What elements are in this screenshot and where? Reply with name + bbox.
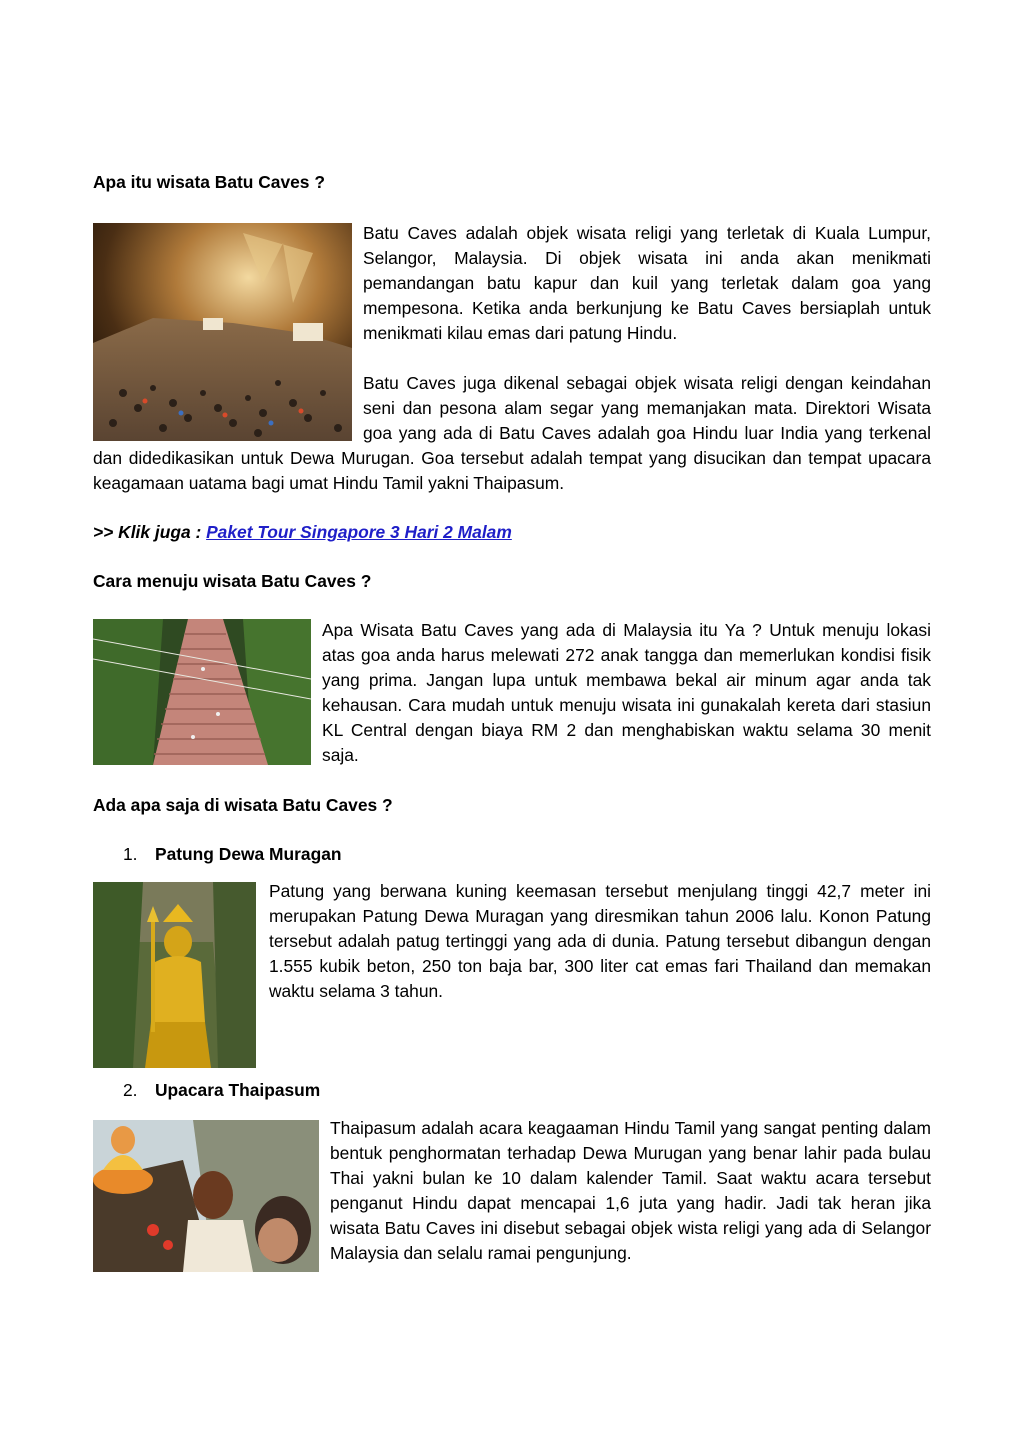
list-item-heading — [93, 842, 931, 867]
section-heading: Ada apa saja di wisata Batu Caves ? — [93, 795, 393, 815]
batu-caves-stairs-image — [93, 619, 311, 765]
document-page — [93, 170, 931, 1272]
list-item-text: Patung yang berwana kuning keemasan tersebut menjulang tinggi 42,7 meter ini merupakan Patung Dewa Muragan yang diresmikan tahun 2006 lalu. Konon Patung tersebut adalah patug tertinggi yang ada di dunia. Patung tersebut dibangun dengan 1.555 kubik beton, 250 ton baja bar, 300 liter cat emas fari Thailand dan memakan waktu selama 3 tahun. — [269, 881, 931, 1001]
paket-tour-link[interactable]: Paket Tour Singapore 3 Hari 2 Malam — [206, 522, 512, 542]
related-link-line — [93, 520, 931, 545]
section-paragraph: Apa Wisata Batu Caves yang ada di Malaysia itu Ya ? Untuk menuju lokasi atas goa anda harus melewati 272 anak tangga dan memerlukan kondisi fisik yang prima. Jangan lupa untuk membawa bekal air minum agar anda tak kehausan. Cara mudah untuk menuju wisata ini gunakalah kereta dari stasiun KL Central dengan biaya RM 2 dan menghabiskan waktu selama 30 menit saja. — [322, 620, 931, 765]
section-heading: Apa itu wisata Batu Caves ? — [93, 172, 325, 192]
list-item-title: Upacara Thaipasum — [155, 1080, 321, 1100]
list-number: 1. — [123, 844, 138, 864]
list-item-text: Thaipasum adalah acara keagaaman Hindu Tamil yang sangat penting dalam bentuk penghormatan terhadap Dewa Murugan yang benar lahir pada bulau Thai yakni bulan ke 10 dalam kalender Tamil. Saat waktu acara tersebut penganut Hindu dapat mencapai 1,6 juta yang hadir. Jadi tak heran jika wisata Batu Caves ini disebut sebagai objek wista religi yang ada di Selangor Malaysia dan selalu ramai pengunjung. — [330, 1118, 931, 1263]
murugan-statue-image — [93, 882, 256, 1068]
thaipusam-ceremony-image — [93, 1120, 319, 1272]
section-paragraph: Batu Caves adalah objek wisata religi yang terletak di Kuala Lumpur, Selangor, Malaysia. Di objek wisata ini anda akan menikmati pemandangan batu kapur dan kuil yang terletak dalam goa yang mempesona. Ketika anda berkunjung ke Batu Caves bersiaplah untuk menikmati kilau emas dari patung Hindu. — [363, 223, 931, 343]
batu-caves-interior-image — [93, 223, 352, 441]
section-heading: Cara menuju wisata Batu Caves ? — [93, 571, 372, 591]
list-number: 2. — [123, 1080, 138, 1100]
list-item-title: Patung Dewa Muragan — [155, 844, 342, 864]
list-item-heading — [93, 1078, 931, 1103]
section-paragraph: Batu Caves juga dikenal sebagai objek wisata religi dengan keindahan seni dan pesona alam segar yang memanjakan mata. Direktori Wisata goa yang ada di Batu Caves adalah goa Hindu luar India yang terkenal dan didedikasikan untuk Dewa Murugan. Goa tersebut adalah tempat yang disucikan dan tempat upacara keagamaan uatama bagi umat Hindu Tamil yakni Thaipasum. — [93, 373, 931, 493]
related-link-prefix: >> Klik juga : — [93, 522, 207, 542]
